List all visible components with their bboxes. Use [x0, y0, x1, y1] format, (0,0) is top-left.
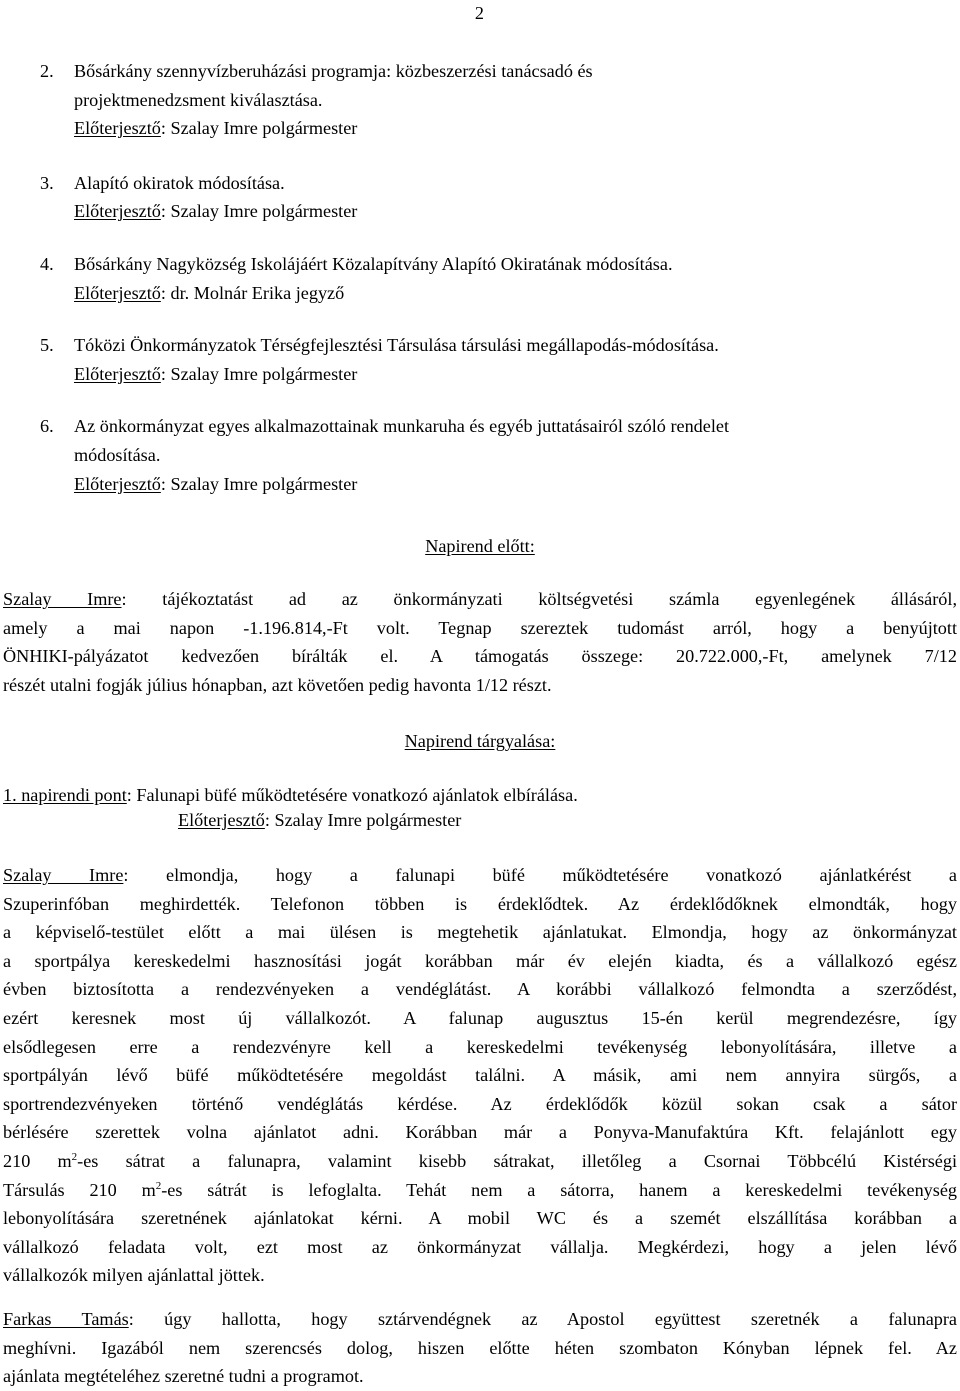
- presenter-name: : dr. Molnár Erika jegyző: [160, 282, 345, 303]
- paragraph-line: vállalkozók milyen ajánlattal jöttek.: [3, 1265, 265, 1286]
- presenter-name: : Szalay Imre polgármester: [160, 201, 358, 222]
- speaker-name: Farkas Tamás: [3, 1309, 129, 1329]
- agenda-item-title: Az önkormányzat egyes alkalmazottainak munkaruha és egyéb juttatásairól szóló rendelet: [74, 416, 730, 437]
- paragraph-line: ajánlata megtételéhez szeretné tudni a programot.: [3, 1366, 364, 1387]
- agenda-item-number: 6.: [40, 416, 54, 437]
- presenter-name: : Szalay Imre polgármester: [160, 473, 358, 494]
- agenda-item-number: 3.: [40, 172, 54, 193]
- agenda-item: [40, 57, 940, 143]
- agenda-item-title: Bősárkány Nagyközség Iskolájáért Közalapítvány Alapító Okiratának módosítása.: [74, 253, 673, 274]
- speaker-name: Szalay Imre: [3, 589, 122, 609]
- heading-discussion: [0, 727, 960, 756]
- paragraph-line: évben biztosította a rendezvényeken a vendéglátást. A korábbi vállalkozó felmondta a szerződést,: [3, 979, 957, 1000]
- agenda-item-presenter: [74, 279, 940, 308]
- agenda-point-presenter: [178, 806, 461, 835]
- paragraph-text: : úgy hallotta, hogy sztárvendégnek az Apostol együttest szeretnék a falunapra: [128, 1309, 957, 1329]
- paragraph-line: [3, 1176, 957, 1205]
- paragraph-announcement: [3, 585, 957, 699]
- paragraph-text: -es sátrát is lefoglalta. Tehát nem a sátorra, hanem a kereskedelmi tevékenység: [161, 1179, 957, 1200]
- agenda-list: [40, 57, 940, 524]
- agenda-item-title: projektmenedzsment kiválasztása.: [74, 89, 323, 110]
- paragraph-text: -es sátrat a falunapra, valamint kisebb sátrakat, illetőleg a Csornai Többcélú Kistérségi: [77, 1150, 957, 1171]
- paragraph-line: [3, 585, 957, 614]
- paragraph-text: Társulás 210 m: [3, 1179, 156, 1200]
- agenda-item-presenter: [74, 360, 940, 389]
- agenda-item-presenter: [74, 197, 940, 226]
- superscript: 2: [71, 1150, 78, 1163]
- presenter-label: Előterjesztő: [74, 201, 161, 222]
- heading-discussion-text: Napirend tárgyalása:: [404, 731, 556, 751]
- agenda-item: [40, 331, 940, 388]
- presenter-label: Előterjesztő: [74, 118, 161, 139]
- paragraph-line: a képviselő-testület előtt a mai ülésen is megtehetik ajánlatukat. Elmondja, hogy az önkormányzat: [3, 922, 957, 943]
- agenda-item-title: Alapító okiratok módosítása.: [74, 172, 285, 193]
- paragraph-line: a sportpálya kereskedelmi hasznosítási jogát korábban már év elején kiadta, és a vállalkozó egész: [3, 950, 957, 971]
- paragraph-line: lebonyolítására szeretnének ajánlatokat kérni. A mobil WC és a szemét elszállítása korábban a: [3, 1208, 957, 1229]
- presenter-label: Előterjesztő: [74, 473, 161, 494]
- heading-before-agenda-text: Napirend előtt:: [425, 536, 535, 556]
- agenda-point-label: 1. napirendi pont: [3, 785, 127, 805]
- paragraph-line: ezért keresnek most új vállalkozót. A falunap augusztus 15-én kerül megrendezésre, így: [3, 1007, 957, 1028]
- paragraph-line: sportrendezvényeken történő vendéglátás kérdése. Az érdeklődők közül sokan csak a sátor: [3, 1093, 957, 1114]
- presenter-label: Előterjesztő: [74, 363, 161, 384]
- presenter-label: Előterjesztő: [178, 810, 265, 830]
- paragraph-line: elsődlegesen erre a rendezvényre kell a kereskedelmi tevékenység lebonyolítására, illetve a: [3, 1036, 957, 1057]
- agenda-item-presenter: [74, 114, 940, 143]
- paragraph-text: : elmondja, hogy a falunapi büfé működtetésére vonatkozó ajánlatkérést a: [123, 865, 957, 885]
- paragraph-line: vállalkozó feladata volt, ezt most az önkormányzat vállalja. Megkérdezi, hogy a jelen lévő: [3, 1236, 957, 1257]
- superscript: 2: [155, 1179, 162, 1192]
- paragraph-line: [3, 861, 957, 890]
- paragraph-line: [3, 1147, 957, 1176]
- heading-before-agenda: [0, 532, 960, 561]
- paragraph-line: ÖNHIKI-pályázatot kedvezően bírálták el. A támogatás összege: 20.722.000,-Ft, amelynek 7/12: [3, 646, 957, 667]
- paragraph-line: sportpályán lévő büfé működtetésére megoldást találni. A másik, ami nem annyira sürgős, a: [3, 1065, 957, 1086]
- paragraph-text: : tájékoztatást ad az önkormányzati költségvetési számla egyenlegének állásáról,: [121, 589, 958, 609]
- paragraph-line: amely a mai napon -1.196.814,-Ft volt. Tegnap szereztek tudomást arról, hogy a benyújtott: [3, 617, 957, 638]
- agenda-item-title: módosítása.: [74, 444, 161, 465]
- presenter-name: : Szalay Imre polgármester: [264, 810, 462, 830]
- presenter-name: : Szalay Imre polgármester: [160, 363, 358, 384]
- agenda-point-text: : Falunapi büfé működtetésére vonatkozó ajánlatok elbírálása.: [126, 785, 578, 805]
- agenda-item: [40, 412, 940, 498]
- agenda-item-title: Tóközi Önkormányzatok Térségfejlesztési Társulása társulási megállapodás-módosítása.: [74, 335, 719, 356]
- speaker-name: Szalay Imre: [3, 865, 124, 885]
- agenda-item-number: 2.: [40, 61, 54, 81]
- agenda-item: [40, 250, 940, 307]
- agenda-item-title: Bősárkány szennyvízberuházási programja: közbeszerzési tanácsadó és: [74, 61, 593, 81]
- agenda-item-presenter: [74, 470, 940, 499]
- agenda-item-number: 5.: [40, 335, 54, 356]
- paragraph-line: részét utalni fogják július hónapban, azt követően pedig havonta 1/12 részt.: [3, 674, 552, 695]
- presenter-label: Előterjesztő: [74, 282, 161, 303]
- presenter-name: : Szalay Imre polgármester: [160, 118, 358, 139]
- paragraph-line: Szuperinfóban meghirdették. Telefonon többen is érdeklődtek. Az érdeklődőknek elmondták, hogy: [3, 893, 957, 914]
- paragraph-line: [3, 1305, 957, 1334]
- paragraph-line: bérlésére szerettek volna ajánlatot adni. Korábban már a Ponyva-Manufaktúra Kft. felajánlott egy: [3, 1122, 957, 1143]
- agenda-item: [40, 169, 940, 226]
- paragraph-speech-farkas: [3, 1305, 957, 1391]
- paragraph-line: meghívni. Igazából nem szerencsés dolog, hiszen előtte héten szombaton Kónyban lépnek fel. Az: [3, 1337, 957, 1358]
- paragraph-speech-szalay: [3, 861, 957, 1290]
- paragraph-text: 210 m: [3, 1150, 72, 1171]
- page-number: 2: [474, 3, 484, 23]
- agenda-item-number: 4.: [40, 253, 54, 274]
